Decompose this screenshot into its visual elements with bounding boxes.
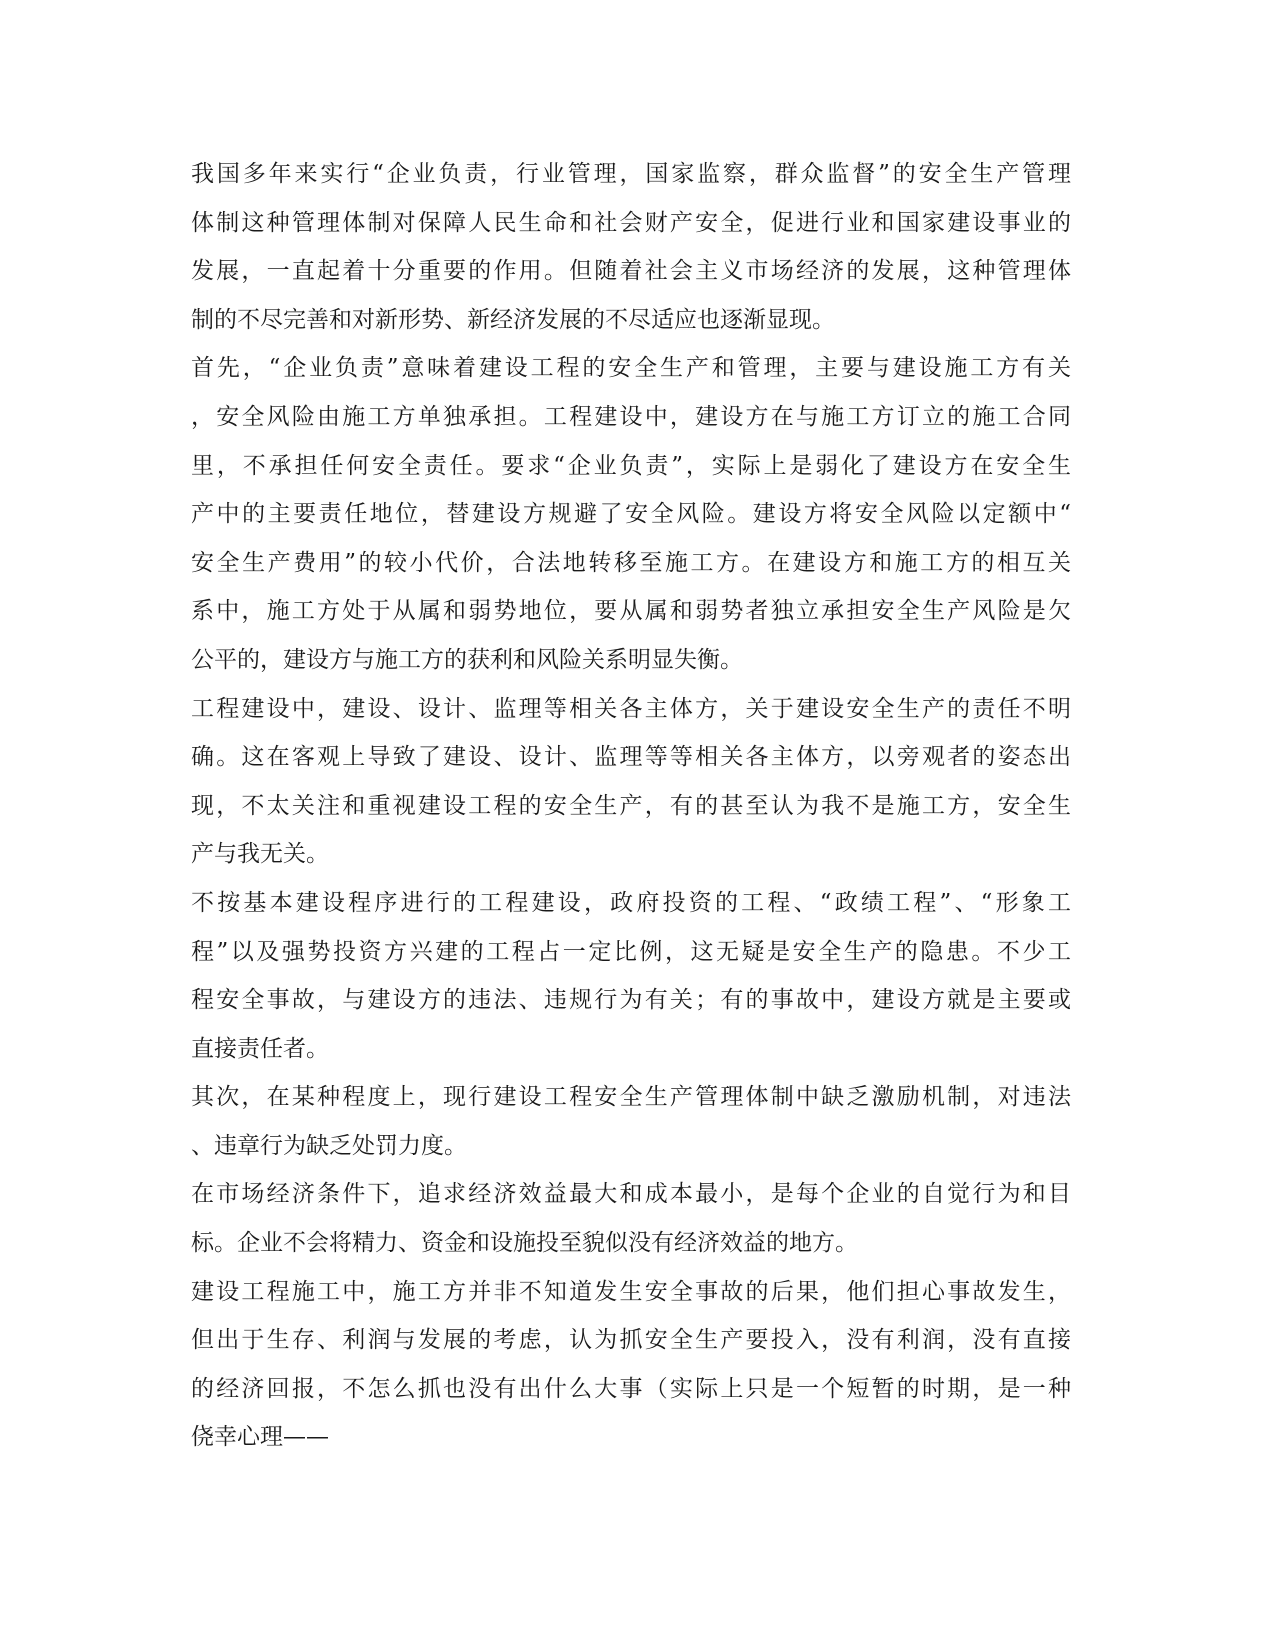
text-line: 首先，“企业负责”意味着建设工程的安全生产和管理，主要与建设施工方有关 — [191, 355, 1071, 382]
text-line: 的经济回报，不怎么抓也没有出什么大事（实际上只是一个短暂的时期，是一种 — [191, 1375, 1071, 1402]
text-line: 不按基本建设程序进行的工程建设，政府投资的工程、“政绩工程”、“形象工 — [191, 889, 1071, 916]
text-line: 侥幸心理—— — [191, 1424, 329, 1451]
text-line: 、违章行为缺乏处罚力度。 — [191, 1132, 467, 1159]
text-line: ，安全风险由施工方单独承担。工程建设中，建设方在与施工方订立的施工合同 — [191, 403, 1071, 430]
paragraph — [191, 879, 1071, 1073]
paragraph — [191, 1268, 1071, 1462]
paragraph — [191, 150, 1071, 344]
text-line: 制的不尽完善和对新形势、新经济发展的不尽适应也逐渐显现。 — [191, 306, 835, 333]
text-line: 建设工程施工中，施工方并非不知道发生安全事故的后果，他们担心事故发生， — [191, 1278, 1071, 1305]
paragraph — [191, 1170, 1071, 1267]
text-line: 体制这种管理体制对保障人民生命和社会财产安全，促进行业和国家建设事业的 — [191, 209, 1071, 236]
text-line: 发展，一直起着十分重要的作用。但随着社会主义市场经济的发展，这种管理体 — [191, 258, 1071, 285]
text-line: 程”以及强势投资方兴建的工程占一定比例，这无疑是安全生产的隐患。不少工 — [191, 938, 1071, 965]
text-line: 标。企业不会将精力、资金和设施投至貌似没有经济效益的地方。 — [191, 1230, 858, 1257]
text-line: 其次，在某种程度上，现行建设工程安全生产管理体制中缺乏激励机制，对违法 — [191, 1084, 1071, 1111]
text-line: 公平的，建设方与施工方的获利和风险关系明显失衡。 — [191, 646, 743, 673]
text-line: 程安全事故，与建设方的违法、违规行为有关；有的事故中，建设方就是主要或 — [191, 987, 1071, 1014]
paragraph — [191, 685, 1071, 879]
text-line: 确。这在客观上导致了建设、设计、监理等等相关各主体方，以旁观者的姿态出 — [191, 744, 1071, 771]
text-line: 我国多年来实行“企业负责，行业管理，国家监察，群众监督”的安全生产管理 — [191, 161, 1071, 187]
text-line: 但出于生存、利润与发展的考虑，认为抓安全生产要投入，没有利润，没有直接 — [191, 1327, 1071, 1354]
text-line: 安全生产费用”的较小代价，合法地转移至施工方。在建设方和施工方的相互关 — [191, 549, 1071, 576]
text-line: 里，不承担任何安全责任。要求“企业负责”，实际上是弱化了建设方在安全生 — [191, 452, 1071, 479]
text-line: 直接责任者。 — [191, 1035, 329, 1062]
text-line: 系中，施工方处于从属和弱势地位，要从属和弱势者独立承担安全生产风险是欠 — [191, 598, 1071, 625]
text-line: 工程建设中，建设、设计、监理等相关各主体方，关于建设安全生产的责任不明 — [191, 695, 1071, 722]
text-line: 产中的主要责任地位，替建设方规避了安全风险。建设方将安全风险以定额中“ — [191, 501, 1071, 528]
text-line: 产与我无关。 — [191, 841, 329, 868]
document-body — [191, 150, 1071, 1462]
paragraph — [191, 344, 1071, 684]
text-line: 在市场经济条件下，追求经济效益最大和成本最小，是每个企业的自觉行为和目 — [191, 1181, 1071, 1208]
paragraph — [191, 1073, 1071, 1170]
text-line: 现，不太关注和重视建设工程的安全生产，有的甚至认为我不是施工方，安全生 — [191, 792, 1071, 819]
